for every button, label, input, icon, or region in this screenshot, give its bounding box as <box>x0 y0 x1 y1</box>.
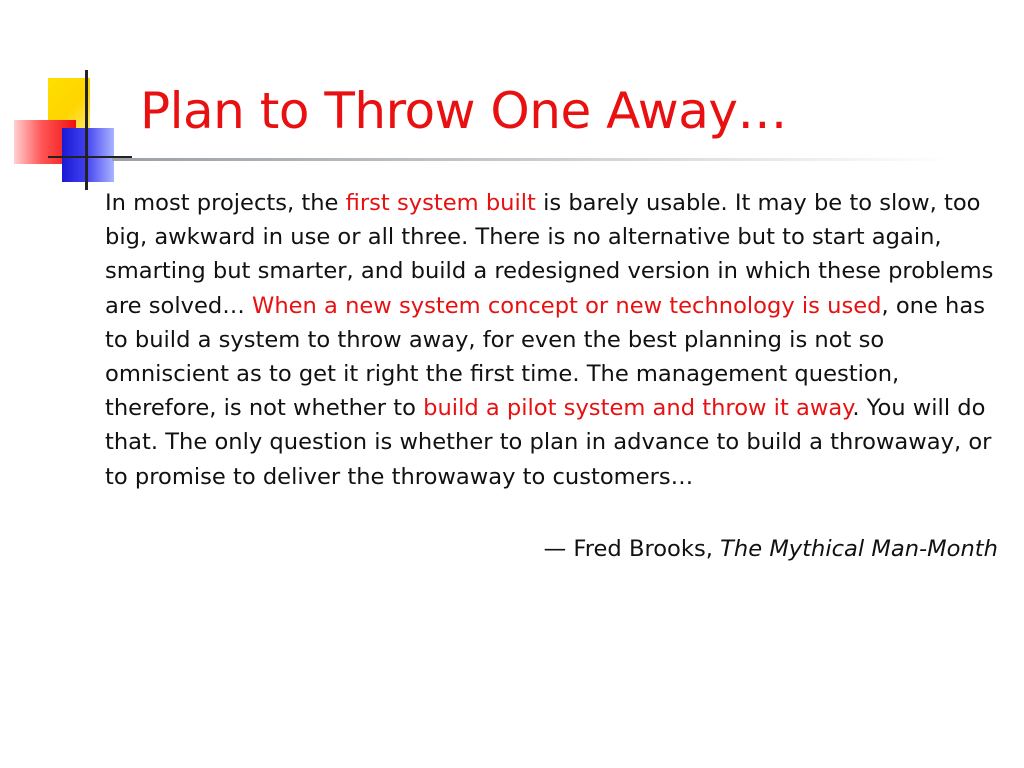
quote-highlight: first system built <box>345 190 536 216</box>
quote-segment: In most projects, the <box>105 190 346 216</box>
blue-square-shape <box>62 128 114 182</box>
title-divider <box>112 158 952 161</box>
colored-squares-logo-icon <box>0 0 150 200</box>
quote-highlight: build a pilot system and throw it away <box>423 395 853 422</box>
quote-segment: , one has to build a system to throw away, for even the best planning is not so omniscient as to get it right the first time. The management question, therefore, is not whether to <box>105 292 985 422</box>
attribution-author: — Fred Brooks, <box>543 536 721 562</box>
vertical-line-shape <box>85 70 88 190</box>
slide-title: Plan to Throw One Away… <box>140 82 787 140</box>
quote-attribution <box>544 532 998 566</box>
quote-highlight: When a new system concept or new technology is used <box>251 292 882 319</box>
quote-text <box>105 186 995 494</box>
quote-segment: is barely usable. It may be to slow, too big, awkward in use or all three. There is no alternative but to start again, smarting but smarter, and build a redesigned version in which these problems are solved… <box>105 190 994 319</box>
attribution-book-title: The Mythical Man-Month <box>720 536 998 562</box>
quote-segment: . You will do that. The only question is whether to plan in advance to build a throwaway, or to promise to deliver the throwaway to customers… <box>105 395 992 490</box>
